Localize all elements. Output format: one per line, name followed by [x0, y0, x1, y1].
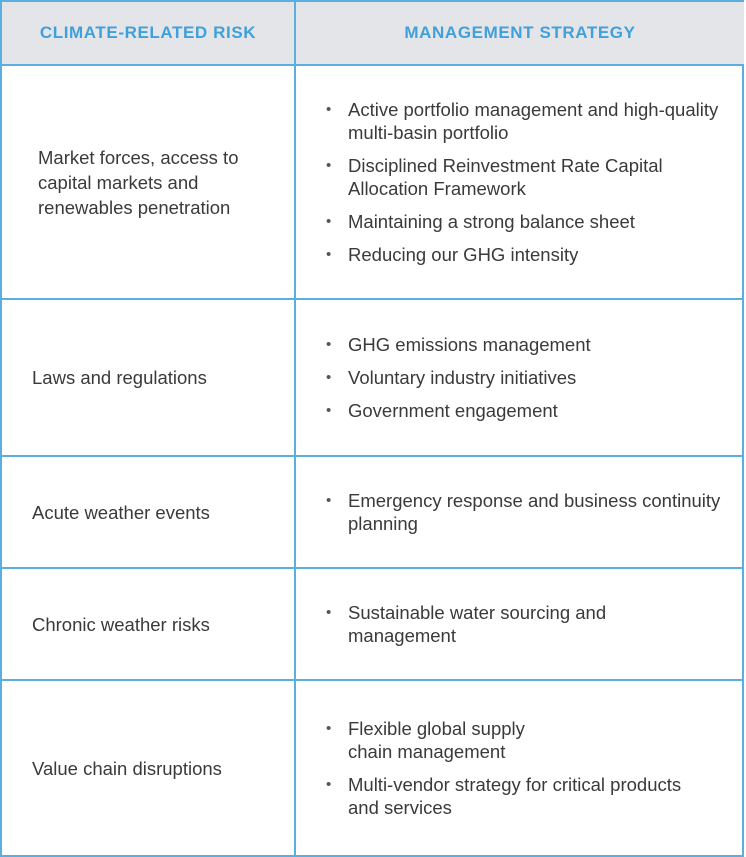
list-item: • Disciplined Reinvestment Rate Capital Allocation Framework	[326, 154, 724, 200]
strategy-cell	[296, 457, 744, 567]
list-item: • Multi-vendor strategy for critical products and services	[326, 773, 684, 819]
table-row	[2, 569, 744, 681]
list-item: • Reducing our GHG intensity	[326, 243, 724, 266]
list-item: • Emergency response and business continuity planning	[326, 489, 724, 535]
table-header-row	[2, 2, 744, 66]
risk-label: Value chain disruptions	[32, 757, 222, 779]
risk-cell	[2, 681, 296, 855]
list-item: • Voluntary industry initiatives	[326, 366, 591, 389]
risk-label: Acute weather events	[32, 501, 210, 523]
list-item: • Flexible global supply chain management	[326, 717, 684, 763]
strategy-list	[296, 601, 744, 647]
table-row	[2, 681, 744, 855]
list-item: • GHG emissions management	[326, 333, 591, 356]
table-row	[2, 300, 744, 457]
list-item: • Government engagement	[326, 399, 591, 422]
header-cell-risk	[2, 2, 296, 64]
strategy-list	[296, 333, 611, 422]
strategy-cell	[296, 300, 744, 455]
strategy-cell	[296, 569, 744, 679]
risk-cell	[2, 300, 296, 455]
header-strategy-label: MANAGEMENT STRATEGY	[404, 23, 636, 42]
risk-label: Market forces, access to capital markets and renewables penetration	[38, 146, 239, 218]
strategy-cell	[296, 66, 744, 298]
header-risk-label: CLIMATE-RELATED RISK	[39, 23, 257, 42]
strategy-list	[296, 717, 744, 819]
risk-cell	[2, 66, 296, 298]
risk-label: Laws and regulations	[32, 367, 207, 388]
risk-cell	[2, 569, 296, 679]
header-cell-strategy	[296, 2, 744, 64]
list-item: • Active portfolio management and high-quality multi-basin portfolio	[326, 98, 724, 144]
list-item: • Sustainable water sourcing and management	[326, 601, 644, 647]
risk-label: Chronic weather risks	[32, 613, 210, 635]
table-row	[2, 66, 744, 300]
list-item: • Maintaining a strong balance sheet	[326, 210, 724, 233]
strategy-cell	[296, 681, 744, 855]
risk-cell	[2, 457, 296, 567]
strategy-list	[296, 98, 744, 266]
strategy-list	[296, 489, 744, 535]
table-row	[2, 457, 744, 569]
